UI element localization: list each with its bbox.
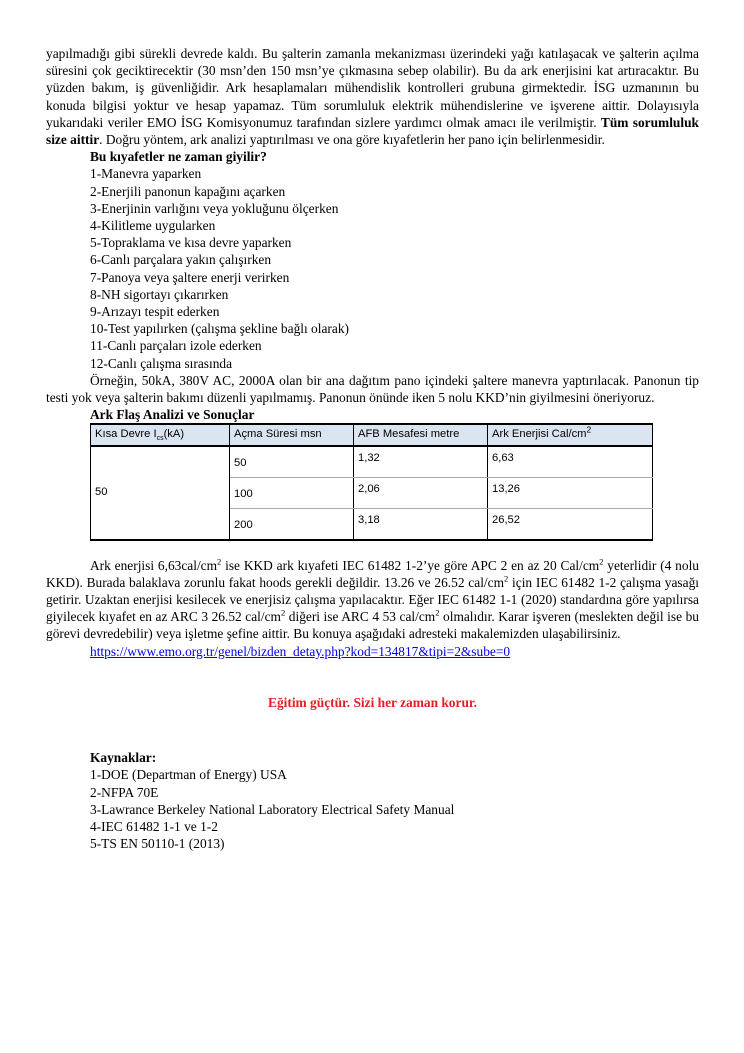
cell-short-circuit: 50 <box>91 446 230 540</box>
col-short-circuit-unit: (kA) <box>163 428 185 441</box>
col-afb: AFB Mesafesi metre <box>354 424 488 445</box>
table-header-row <box>91 424 653 445</box>
example-paragraph: Örneğin, 50kA, 380V AC, 2000A olan bir ana dağıtım pano içindeki şaltere manevra yaptırılacak. Panonun tip testi yok veya şalterin bakımı düzenli yapılmamış. Panonun önünde iken 5 nolu KKD’nin giyilmesini öneriyoruz. <box>46 372 699 406</box>
list-item: 5-Topraklama ve kısa devre yaparken <box>90 235 292 251</box>
article-link[interactable]: https://www.emo.org.tr/genel/bizden_detay.php?kod=134817&tipi=2&sube=0 <box>90 643 511 659</box>
list-item: 4-Kilitleme uygularken <box>90 218 216 234</box>
sources-heading-text: Kaynaklar: <box>90 750 157 766</box>
superscript: 2 <box>280 607 286 618</box>
sources-list <box>46 766 699 852</box>
list-item: 6-Canlı parçalara yakın çalışırken <box>90 252 272 268</box>
cell-energy: 26,52 <box>488 508 653 540</box>
conclusion-paragraph <box>46 557 699 643</box>
cell-energy: 13,26 <box>488 477 653 508</box>
list-item: 1-Manevra yaparken <box>90 166 202 182</box>
slogan: Eğitim güçtür. Sizi her zaman korur. <box>268 694 477 710</box>
document-page <box>46 45 699 852</box>
when-heading-text: Bu kıyafetler ne zaman giyilir? <box>90 149 267 165</box>
col-short-circuit <box>91 424 230 445</box>
conclusion-part: diğeri ise ARC 4 53 cal/cm <box>285 609 436 625</box>
responsibility-bold: Tüm sorumluluk size aittir <box>46 114 699 148</box>
cell-time: 50 <box>230 446 354 478</box>
intro-paragraph <box>46 45 699 148</box>
list-item: 5-TS EN 50110-1 (2013) <box>90 836 225 852</box>
table-row <box>91 446 653 478</box>
arc-flash-table-wrap <box>90 423 653 540</box>
conclusion-part: olmalıdır. Karar işveren (meslekten değil ise bu görevi devredebilir) veya işletme şefine aittir. Bu konuya aşağıdaki adresteki makalemizden ulaşabilirsiniz. <box>46 609 699 642</box>
col-energy-sup: 2 <box>586 424 592 435</box>
col-short-circuit-sub: cs <box>156 435 164 443</box>
conclusion-part: ise KKD ark kıyafeti IEC 61482 1-2’ye göre APC 2 en az 20 Cal/cm <box>221 557 600 573</box>
col-energy <box>488 424 653 445</box>
cell-time: 100 <box>230 477 354 508</box>
conclusion-part: yeterlidir (4 nolu KKD). Burada balaklava zorunlu fakat hoods gerekli değildir. 13.26 ve 26.52 cal/cm <box>46 557 699 590</box>
sources-heading <box>46 749 699 766</box>
list-item: 4-IEC 61482 1-1 ve 1-2 <box>90 818 218 834</box>
cell-time: 200 <box>230 508 354 540</box>
list-item: 10-Test yapılırken (çalışma şekline bağlı olarak) <box>90 321 349 337</box>
superscript: 2 <box>504 573 509 584</box>
list-item: 11-Canlı parçaları izole ederken <box>90 338 262 354</box>
list-item: 8-NH sigortayı çıkarırken <box>90 286 229 302</box>
list-item: 12-Canlı çalışma sırasında <box>90 355 233 371</box>
col-open-time: Açma Süresi msn <box>230 424 354 445</box>
table-heading-text: Ark Flaş Analizi ve Sonuçlar <box>90 407 255 423</box>
cell-afb: 3,18 <box>354 508 488 540</box>
cell-afb: 2,06 <box>354 477 488 508</box>
superscript: 2 <box>217 556 222 567</box>
col-energy-label: Ark Enerjisi Cal/cm <box>492 428 587 441</box>
list-item: 3-Lawrance Berkeley National Laboratory Electrical Safety Manual <box>90 801 455 817</box>
col-short-circuit-label: Kısa Devre I <box>95 428 157 441</box>
table-heading <box>46 406 699 423</box>
cell-afb: 1,32 <box>354 446 488 478</box>
superscript: 2 <box>599 556 604 567</box>
intro-tail: . Doğru yöntem, ark analizi yaptırılması ve ona göre kıyafetlerin her pano için belirlenmesidir. <box>99 132 605 148</box>
cell-energy: 6,63 <box>488 446 653 478</box>
conclusion-part: Ark enerjisi 6,63cal/cm <box>90 557 218 573</box>
list-item: 3-Enerjinin varlığını veya yokluğunu ölçerken <box>90 200 339 216</box>
when-list <box>46 165 699 371</box>
list-item: 2-NFPA 70E <box>90 784 159 800</box>
list-item: 9-Arızayı tespit ederken <box>90 304 220 320</box>
list-item: 2-Enerjili panonun kapağını açarken <box>90 183 286 199</box>
link-line <box>46 643 699 660</box>
list-item: 7-Panoya veya şaltere enerji verirken <box>90 269 290 285</box>
conclusion-part: için IEC 61482 1-2 çalışma yasağı getirir. Uzaktan enerjisi kesilecek ve enerjisiz çalışma yapılacaktır. Eğer IEC 61482 1-1 (2020) standardına göre yapılırsa giyilecek kıyafet en az ARC 3 26.52 cal/cm <box>46 574 699 625</box>
list-item: 1-DOE (Departman of Energy) USA <box>90 767 287 783</box>
superscript: 2 <box>435 607 440 618</box>
when-heading <box>46 148 699 165</box>
intro-text: yapılmadığı gibi sürekli devrede kaldı. Bu şalterin zamanla mekanizması üzerindeki yağı katılaşacak ve şalterin açılma süresini çok geciktirecektir (30 msn’den 150 msn’ye çıkmasına sebep olabilir). Bu da ark enerjisini kat artıracaktır. Bu yüzden bakım, iş güvenliğidir. Ark hesaplamaları mühendislik kontrolleri grubuna girmektedir. İSG uzmanının bu konuda bilgisi yoktur ve hesap yapamaz. Tüm sorumluluk elektrik mühendislerine ve işverene aittir. Dolayısıyla yukarıdaki veriler EMO İSG Komisyonumuz tarafından sizlere yardımcı olmak amacı ile verilmiştir. <box>46 46 699 130</box>
arc-flash-table <box>90 423 653 540</box>
